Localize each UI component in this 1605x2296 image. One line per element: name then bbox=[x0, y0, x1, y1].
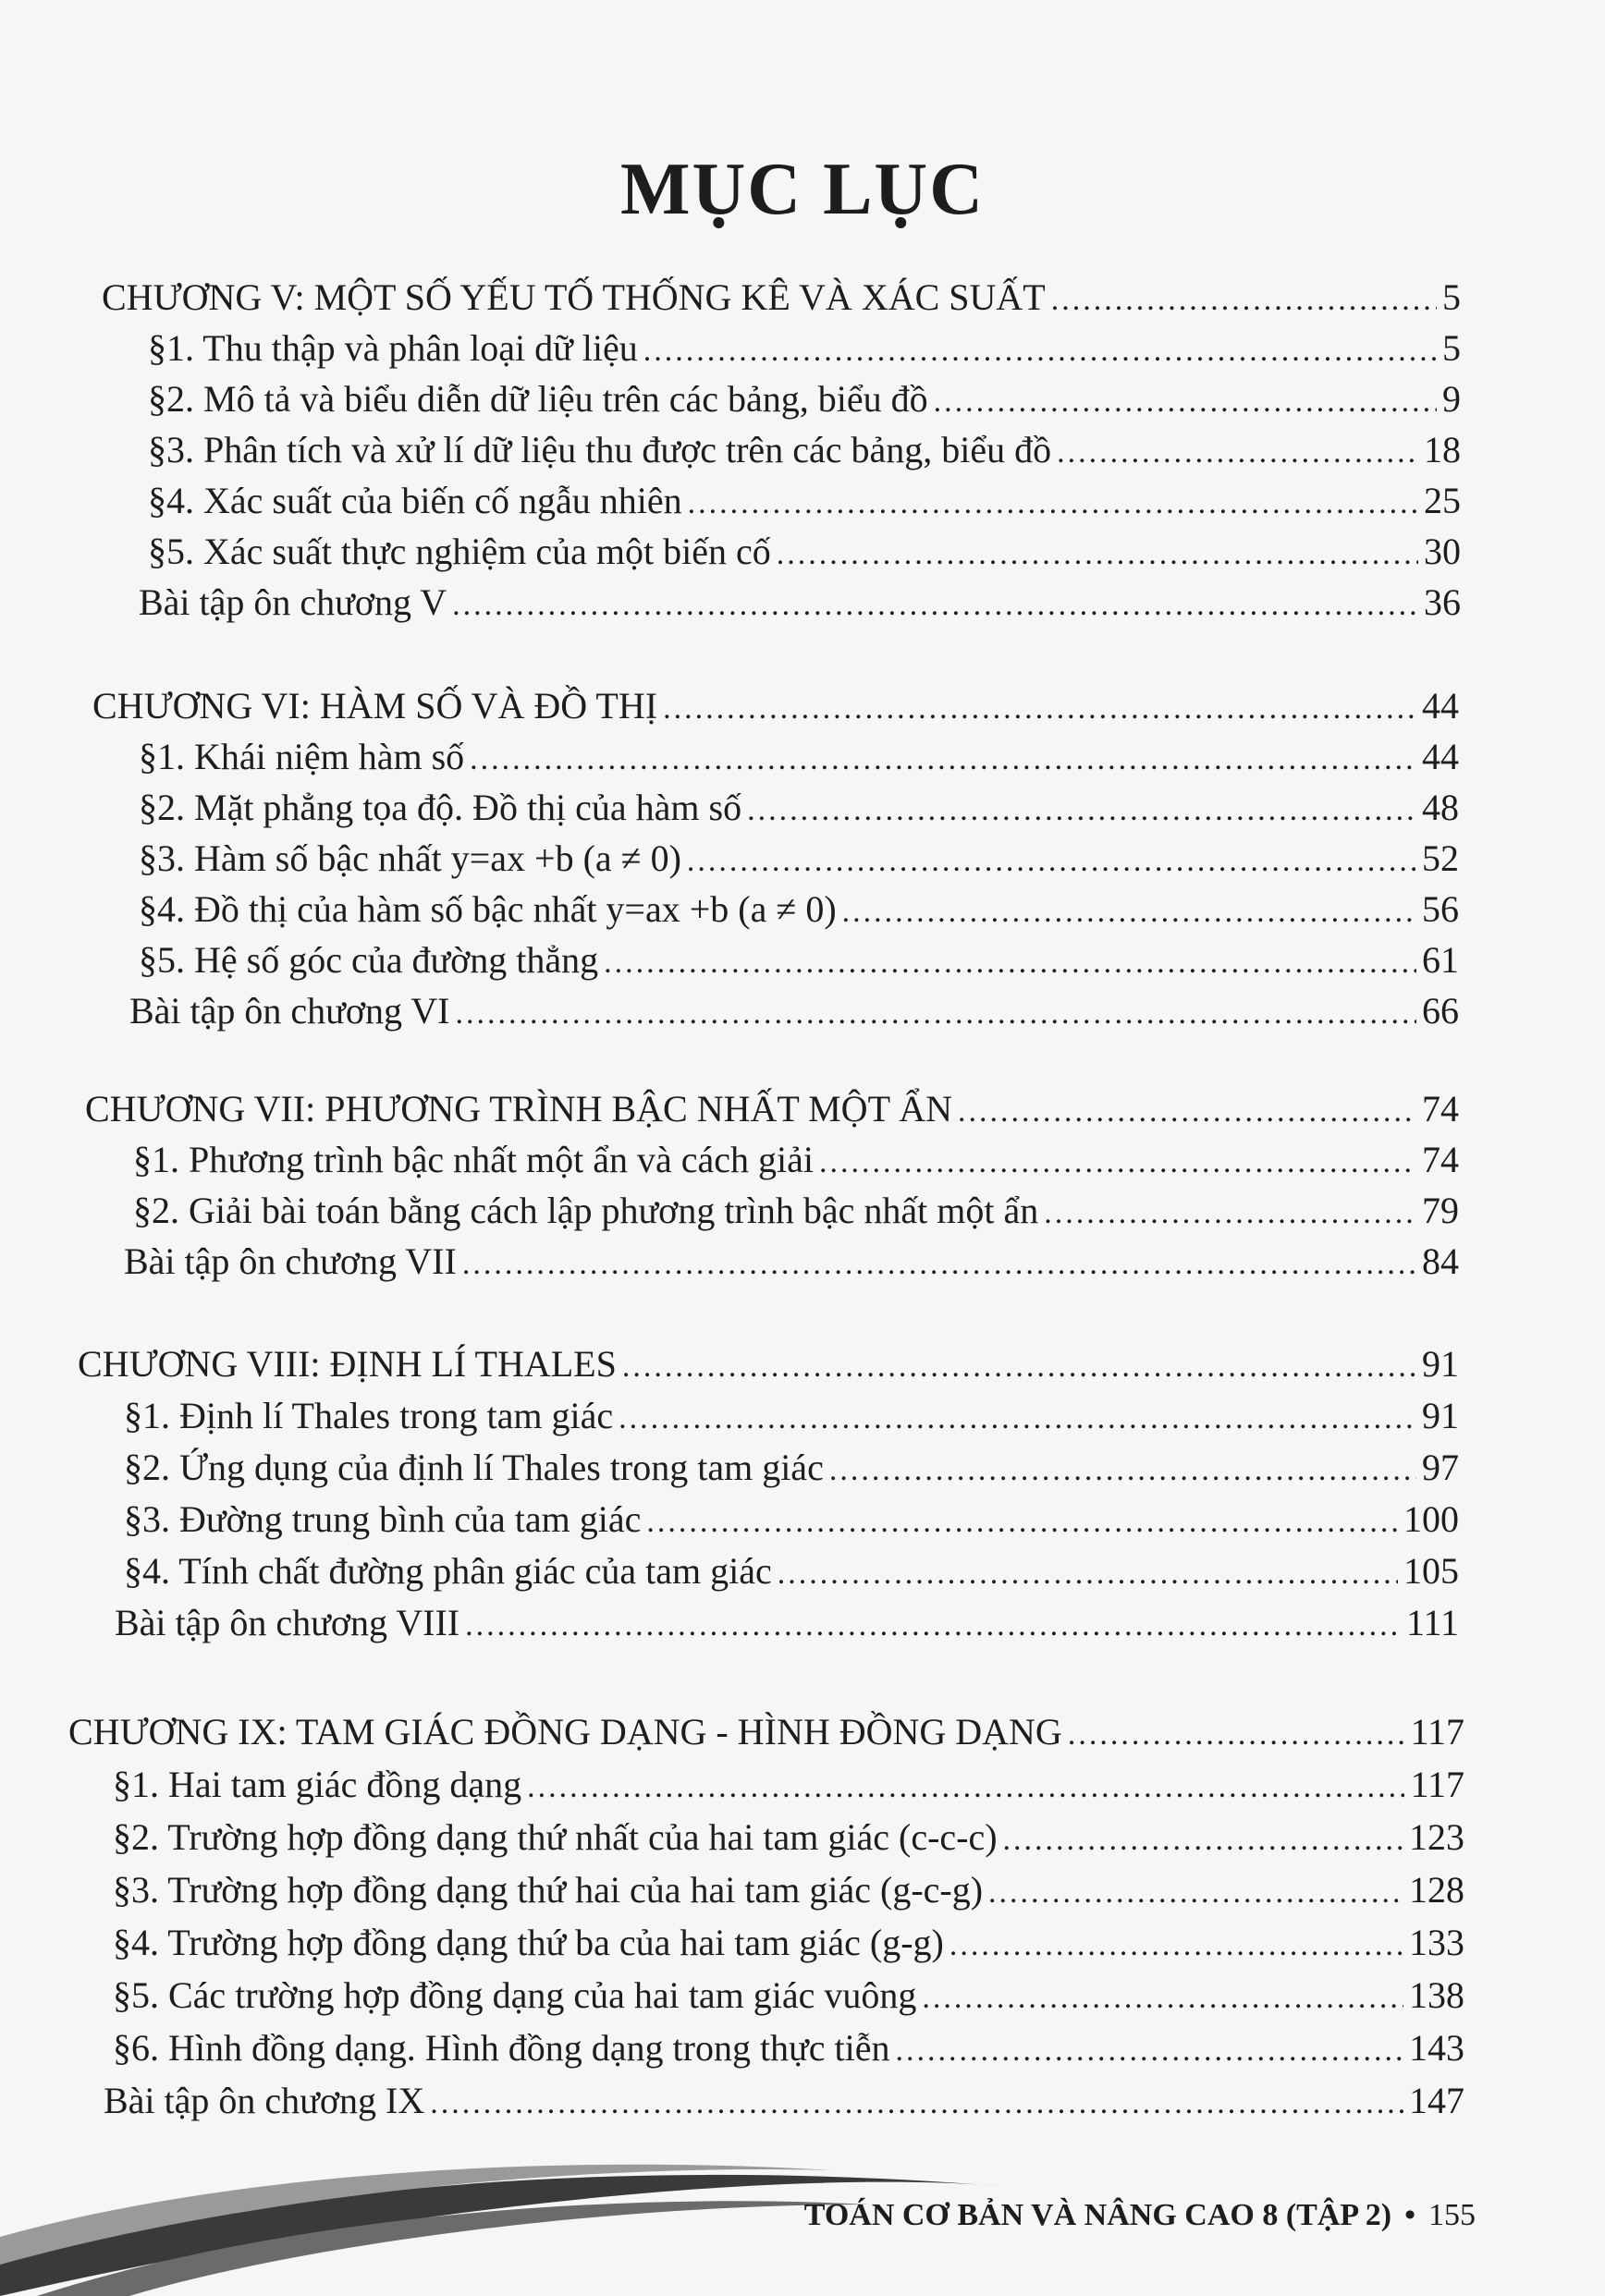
toc-entry-label: Bài tập ôn chương VI bbox=[129, 990, 450, 1032]
dot-leader bbox=[1057, 435, 1418, 470]
toc-entry-page-number: 111 bbox=[1405, 1602, 1459, 1643]
chapter-review-entry bbox=[129, 989, 1459, 1041]
dot-leader bbox=[455, 996, 1416, 1032]
toc-entry-label: §4. Xác suất của biến cố ngẫu nhiên bbox=[148, 480, 682, 521]
dot-leader bbox=[829, 1453, 1416, 1488]
toc-entry-page-number: 117 bbox=[1410, 1711, 1464, 1753]
toc-entry-page-number: 74 bbox=[1422, 1139, 1459, 1180]
toc-entry-label: §2. Giải bài toán bằng cách lập phương trình bậc nhất một ẩn bbox=[133, 1190, 1039, 1231]
toc-entry-page-number: 30 bbox=[1424, 531, 1461, 572]
section-entry bbox=[148, 530, 1461, 581]
dot-leader bbox=[1068, 1717, 1405, 1753]
section-entry bbox=[113, 2026, 1464, 2078]
toc-entry-page-number: 48 bbox=[1422, 787, 1459, 828]
toc-entry-page-number: 97 bbox=[1422, 1447, 1459, 1488]
toc-entry-label: §1. Khái niệm hàm số bbox=[139, 736, 465, 777]
toc-entry-label: Bài tập ôn chương VII bbox=[124, 1240, 457, 1282]
toc-entry-page-number: 18 bbox=[1424, 429, 1461, 470]
dot-leader bbox=[934, 385, 1437, 420]
toc-entry-label: §2. Mô tả và biểu diễn dữ liệu trên các bảng, biểu đồ bbox=[148, 378, 928, 420]
dot-leader bbox=[688, 486, 1418, 521]
dot-leader bbox=[1044, 1196, 1416, 1231]
chapter-review-entry bbox=[104, 2079, 1464, 2131]
dot-leader bbox=[470, 742, 1416, 777]
dot-leader bbox=[430, 2086, 1403, 2121]
section-entry bbox=[124, 1549, 1459, 1601]
section-entry bbox=[124, 1446, 1459, 1497]
section-entry bbox=[148, 479, 1461, 531]
section-entry bbox=[139, 735, 1459, 787]
toc-entry-page-number: 44 bbox=[1422, 685, 1459, 727]
toc-entry-page-number: 9 bbox=[1442, 378, 1461, 420]
toc-entry-page-number: 5 bbox=[1442, 327, 1461, 369]
toc-entry-label: §5. Hệ số góc của đường thẳng bbox=[139, 939, 599, 981]
toc-entry-label: §3. Trường hợp đồng dạng thứ hai của hai tam giác (g-c-g) bbox=[113, 1869, 984, 1911]
section-entry bbox=[124, 1497, 1459, 1549]
toc-entry-page-number: 105 bbox=[1403, 1550, 1459, 1592]
section-entry bbox=[148, 326, 1461, 378]
toc-entry-page-number: 52 bbox=[1422, 837, 1459, 879]
chapter-heading bbox=[92, 684, 1459, 736]
toc-entry-page-number: 91 bbox=[1422, 1395, 1459, 1436]
dot-leader bbox=[778, 1557, 1398, 1592]
dot-leader bbox=[687, 844, 1416, 879]
toc-entry-page-number: 133 bbox=[1409, 1922, 1464, 1963]
toc-entry-page-number: 123 bbox=[1409, 1816, 1464, 1858]
toc-entry-label: §1. Phương trình bậc nhất một ẩn và cách giải bbox=[133, 1139, 814, 1180]
dot-leader bbox=[819, 1145, 1416, 1180]
toc-entry-label: Bài tập ôn chương IX bbox=[104, 2080, 425, 2121]
toc-entry-page-number: 5 bbox=[1442, 276, 1461, 318]
section-entry bbox=[133, 1138, 1459, 1190]
toc-entry-page-number: 147 bbox=[1409, 2080, 1464, 2121]
section-entry bbox=[139, 837, 1459, 888]
chapter-heading bbox=[68, 1710, 1464, 1762]
dot-leader bbox=[663, 691, 1416, 727]
dot-leader bbox=[842, 895, 1416, 930]
toc-entry-label: §6. Hình đồng dạng. Hình đồng dạng trong thực tiễn bbox=[113, 2027, 890, 2069]
dot-leader bbox=[958, 1094, 1416, 1130]
section-entry bbox=[113, 1973, 1464, 2025]
footer-book-title: TOÁN CƠ BẢN VÀ NÂNG CAO 8 (TẬP 2) bbox=[803, 2198, 1392, 2232]
toc-entry-page-number: 138 bbox=[1409, 1974, 1464, 2016]
dot-leader bbox=[604, 946, 1416, 981]
toc-entry-page-number: 91 bbox=[1422, 1343, 1459, 1385]
chapter-heading bbox=[102, 275, 1461, 327]
dot-leader bbox=[462, 1247, 1416, 1282]
footer-running-title bbox=[804, 2198, 1476, 2233]
chapter-heading bbox=[78, 1342, 1459, 1394]
footer-bullet: • bbox=[1404, 2198, 1415, 2232]
toc-entry-page-number: 44 bbox=[1422, 736, 1459, 777]
dot-leader bbox=[1003, 1823, 1403, 1858]
chapter-review-entry bbox=[115, 1601, 1459, 1653]
toc-entry-label: §1. Thu thập và phân loại dữ liệu bbox=[148, 327, 638, 369]
section-entry bbox=[113, 1815, 1464, 1867]
toc-entry-label: CHƯƠNG IX: TAM GIÁC ĐỒNG DẠNG - HÌNH ĐỒNG DẠNG bbox=[68, 1711, 1062, 1753]
footer-page-number: 155 bbox=[1428, 2198, 1476, 2232]
toc-entry-label: §4. Đồ thị của hàm số bậc nhất y=ax +b (a ≠ 0) bbox=[139, 888, 837, 930]
section-entry bbox=[139, 786, 1459, 837]
toc-entry-page-number: 61 bbox=[1422, 939, 1459, 981]
page-title: MỤC LỤC bbox=[620, 149, 985, 230]
dot-leader bbox=[747, 793, 1416, 828]
page-footer bbox=[0, 2154, 1605, 2296]
toc-entry-label: §2. Ứng dụng của định lí Thales trong tam giác bbox=[124, 1447, 824, 1488]
dot-leader bbox=[465, 1608, 1401, 1643]
toc-entry-page-number: 79 bbox=[1422, 1190, 1459, 1231]
section-entry bbox=[148, 428, 1461, 480]
chapter-review-entry bbox=[124, 1240, 1459, 1291]
chapter-heading bbox=[85, 1087, 1459, 1139]
toc-entry-label: Bài tập ôn chương VIII bbox=[115, 1602, 460, 1643]
chapter-review-entry bbox=[139, 580, 1461, 632]
dot-leader bbox=[643, 334, 1437, 369]
dot-leader bbox=[922, 1981, 1403, 2016]
toc-entry-page-number: 117 bbox=[1410, 1764, 1464, 1805]
toc-entry-label: CHƯƠNG VII: PHƯƠNG TRÌNH BẬC NHẤT MỘT ẨN bbox=[85, 1088, 953, 1130]
toc-entry-label: §2. Trường hợp đồng dạng thứ nhất của hai tam giác (c-c-c) bbox=[113, 1816, 998, 1858]
toc-entry-page-number: 36 bbox=[1424, 581, 1461, 623]
toc-entry-label: CHƯƠNG VIII: ĐỊNH LÍ THALES bbox=[78, 1343, 617, 1385]
toc-entry-page-number: 25 bbox=[1424, 480, 1461, 521]
toc-entry-label: Bài tập ôn chương V bbox=[139, 581, 447, 623]
toc-entry-page-number: 84 bbox=[1422, 1240, 1459, 1282]
dot-leader bbox=[988, 1875, 1403, 1911]
section-entry bbox=[124, 1394, 1459, 1446]
dot-leader bbox=[527, 1770, 1404, 1805]
toc-entry-label: §5. Xác suất thực nghiệm của một biến cố bbox=[148, 531, 771, 572]
toc-entry-label: CHƯƠNG V: MỘT SỐ YẾU TỐ THỐNG KÊ VÀ XÁC SUẤT bbox=[102, 276, 1046, 318]
toc-entry-label: §3. Hàm số bậc nhất y=ax +b (a ≠ 0) bbox=[139, 837, 681, 879]
toc-entry-label: §4. Tính chất đường phân giác của tam giác bbox=[124, 1550, 772, 1592]
dot-leader bbox=[950, 1928, 1403, 1963]
dot-leader bbox=[777, 537, 1418, 572]
toc-entry-page-number: 143 bbox=[1409, 2027, 1464, 2069]
toc-entry-page-number: 74 bbox=[1422, 1088, 1459, 1130]
dot-leader bbox=[1051, 283, 1437, 318]
section-entry bbox=[139, 938, 1459, 990]
toc-entry-label: §2. Mặt phẳng tọa độ. Đồ thị của hàm số bbox=[139, 787, 742, 828]
dot-leader bbox=[895, 2033, 1403, 2069]
toc-entry-label: CHƯƠNG VI: HÀM SỐ VÀ ĐỒ THỊ bbox=[92, 685, 658, 727]
toc-entry-label: §3. Phân tích và xử lí dữ liệu thu được trên các bảng, biểu đồ bbox=[148, 429, 1052, 470]
section-entry bbox=[133, 1189, 1459, 1240]
toc-entry-label: §5. Các trường hợp đồng dạng của hai tam giác vuông bbox=[113, 1974, 917, 2016]
toc-entry-page-number: 66 bbox=[1422, 990, 1459, 1032]
section-entry bbox=[113, 1921, 1464, 1972]
toc-entry-label: §3. Đường trung bình của tam giác bbox=[124, 1498, 642, 1540]
dot-leader bbox=[646, 1505, 1398, 1540]
section-entry bbox=[139, 887, 1459, 939]
toc-entry-page-number: 56 bbox=[1422, 888, 1459, 930]
dot-leader bbox=[622, 1350, 1416, 1385]
toc-entry-label: §1. Hai tam giác đồng dạng bbox=[113, 1764, 522, 1805]
section-entry bbox=[148, 377, 1461, 429]
section-entry bbox=[113, 1868, 1464, 1920]
dot-leader bbox=[452, 588, 1418, 623]
toc-entry-page-number: 100 bbox=[1403, 1498, 1459, 1540]
toc-entry-page-number: 128 bbox=[1409, 1869, 1464, 1911]
section-entry bbox=[113, 1763, 1464, 1814]
toc-entry-label: §1. Định lí Thales trong tam giác bbox=[124, 1395, 614, 1436]
dot-leader bbox=[619, 1401, 1416, 1436]
toc-entry-label: §4. Trường hợp đồng dạng thứ ba của hai tam giác (g-g) bbox=[113, 1922, 944, 1963]
